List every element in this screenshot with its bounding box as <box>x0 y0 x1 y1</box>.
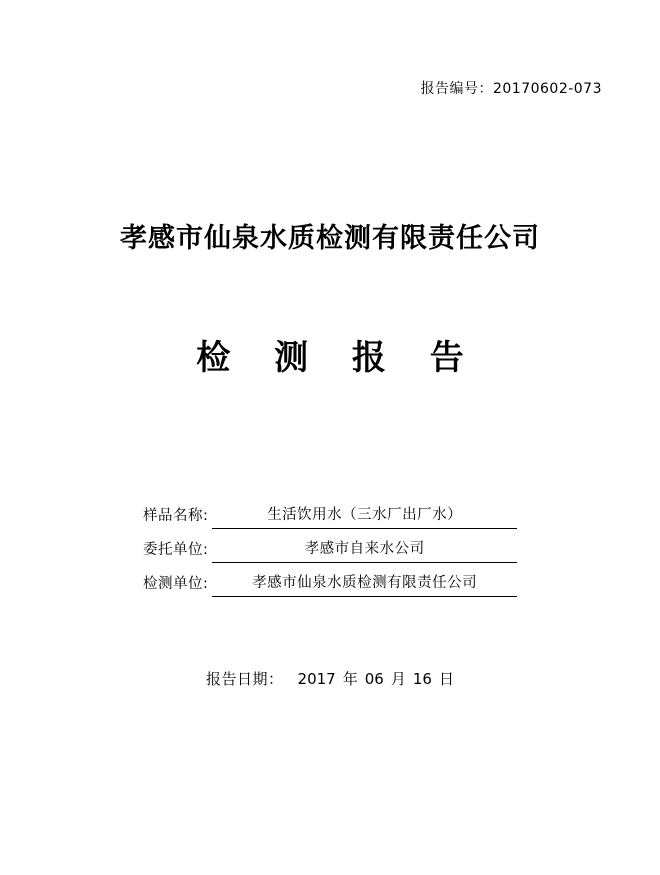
field-list <box>143 498 517 600</box>
company-name: 孝感市仙泉水质检测有限责任公司 <box>120 223 540 254</box>
report-number-value: 20170602-073 <box>492 81 602 97</box>
sample-name-label: 样品名称: <box>143 508 209 524</box>
client-unit-label: 委托单位: <box>143 542 209 558</box>
report-date-day: 16 <box>412 670 432 688</box>
report-date-month: 06 <box>364 670 384 688</box>
report-date <box>0 668 660 689</box>
report-number <box>0 78 602 98</box>
report-number-label: 报告编号： <box>420 81 493 97</box>
page-title: 检 测 报 告 <box>196 338 480 378</box>
client-unit-value: 孝感市自来水公司 <box>212 537 517 563</box>
sample-name-value: 生活饮用水（三水厂出厂水） <box>212 503 517 529</box>
report-date-day-unit: 日 <box>438 670 454 688</box>
field-row-testing-unit <box>143 566 517 597</box>
field-row-client-unit <box>143 532 517 563</box>
report-date-year: 2017 <box>297 670 336 688</box>
report-date-label: 报告日期： <box>206 670 284 688</box>
testing-unit-value: 孝感市仙泉水质检测有限责任公司 <box>212 571 517 597</box>
field-row-sample-name <box>143 498 517 529</box>
report-date-year-unit: 年 <box>342 670 358 688</box>
testing-unit-label: 检测单位: <box>143 576 209 592</box>
report-date-month-unit: 月 <box>390 670 406 688</box>
